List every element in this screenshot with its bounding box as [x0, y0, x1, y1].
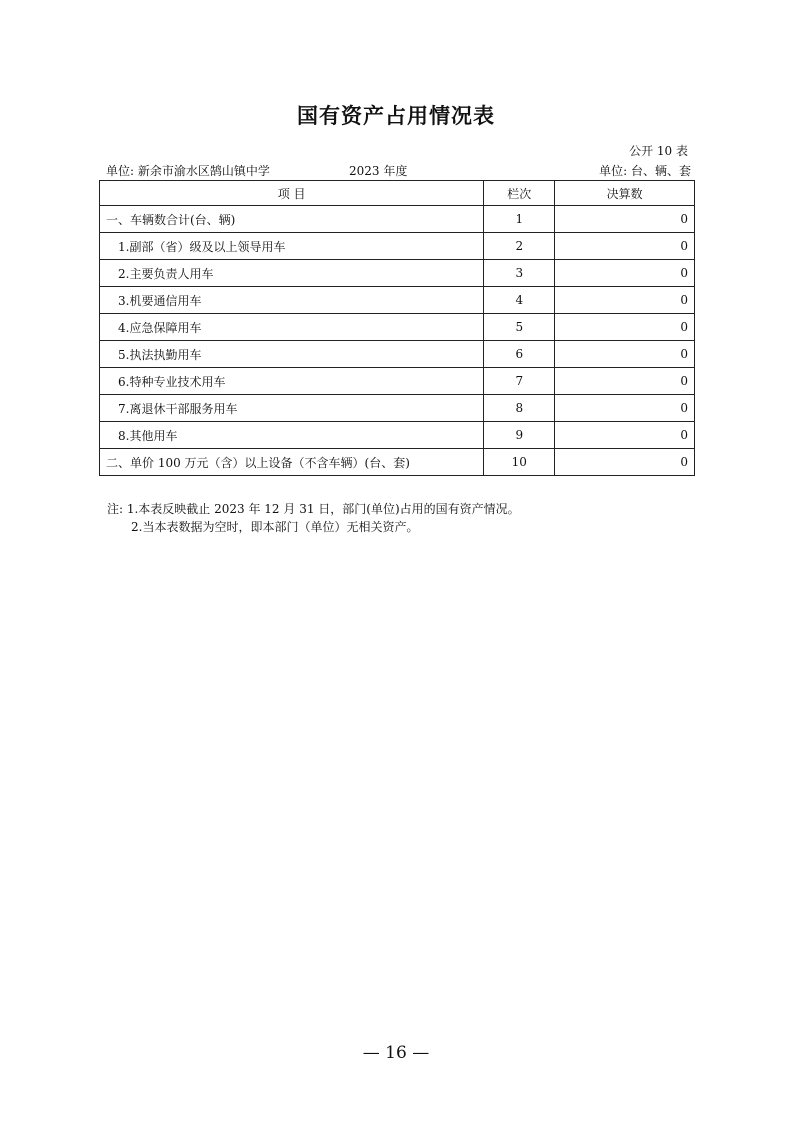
amount-cell: 0 [555, 368, 695, 395]
amount-cell: 0 [555, 395, 695, 422]
amount-cell: 0 [555, 233, 695, 260]
public-table-number: 公开 10 表 [629, 144, 688, 158]
item-cell: 3.机要通信用车 [100, 287, 484, 314]
row-number-cell: 1 [484, 206, 555, 233]
table-row [100, 260, 695, 287]
table-row [100, 206, 695, 233]
fiscal-year: 2023 年度 [349, 164, 408, 178]
row-number-cell: 3 [484, 260, 555, 287]
page-number: — 16 — [362, 1043, 430, 1063]
row-number-cell: 2 [484, 233, 555, 260]
table-notes [107, 500, 520, 536]
row-number-cell: 7 [484, 368, 555, 395]
header-row-number: 栏次 [484, 181, 555, 206]
table-row [100, 368, 695, 395]
table-row [100, 314, 695, 341]
amount-cell: 0 [555, 422, 695, 449]
row-number-cell: 10 [484, 449, 555, 476]
item-cell: 1.副部（省）级及以上领导用车 [100, 233, 484, 260]
note-line: 2.当本表数据为空时，即本部门（单位）无相关资产。 [131, 520, 419, 534]
item-cell: 4.应急保障用车 [100, 314, 484, 341]
item-cell: 5.执法执勤用车 [100, 341, 484, 368]
table-row [100, 287, 695, 314]
table-row [100, 233, 695, 260]
amount-cell: 0 [555, 449, 695, 476]
amount-cell: 0 [555, 260, 695, 287]
table-row [100, 422, 695, 449]
amount-cell: 0 [555, 341, 695, 368]
item-cell: 7.离退休干部服务用车 [100, 395, 484, 422]
row-number-cell: 5 [484, 314, 555, 341]
document-title: 国有资产占用情况表 [297, 104, 495, 128]
item-cell: 二、单价 100 万元（含）以上设备（不含车辆）(台、套) [100, 449, 484, 476]
header-final-amount: 决算数 [555, 181, 695, 206]
table-row [100, 449, 695, 476]
row-number-cell: 4 [484, 287, 555, 314]
item-cell: 8.其他用车 [100, 422, 484, 449]
row-number-cell: 8 [484, 395, 555, 422]
reporting-unit: 单位: 新余市渝水区鹄山镇中学 [106, 164, 270, 178]
row-number-cell: 9 [484, 422, 555, 449]
amount-cell: 0 [555, 287, 695, 314]
amount-cell: 0 [555, 314, 695, 341]
amount-cell: 0 [555, 206, 695, 233]
table-row [100, 341, 695, 368]
row-number-cell: 6 [484, 341, 555, 368]
table-header-row [100, 181, 695, 206]
item-cell: 2.主要负责人用车 [100, 260, 484, 287]
item-cell: 一、车辆数合计(台、辆) [100, 206, 484, 233]
table-row [100, 395, 695, 422]
item-cell: 6.特种专业技术用车 [100, 368, 484, 395]
asset-occupancy-table [99, 180, 695, 476]
header-item: 项 目 [100, 181, 484, 206]
measurement-unit: 单位: 台、辆、套 [599, 164, 691, 178]
meta-row [106, 162, 691, 180]
note-line: 注: 1.本表反映截止 2023 年 12 月 31 日，部门(单位)占用的国有资产情况。 [107, 502, 520, 516]
